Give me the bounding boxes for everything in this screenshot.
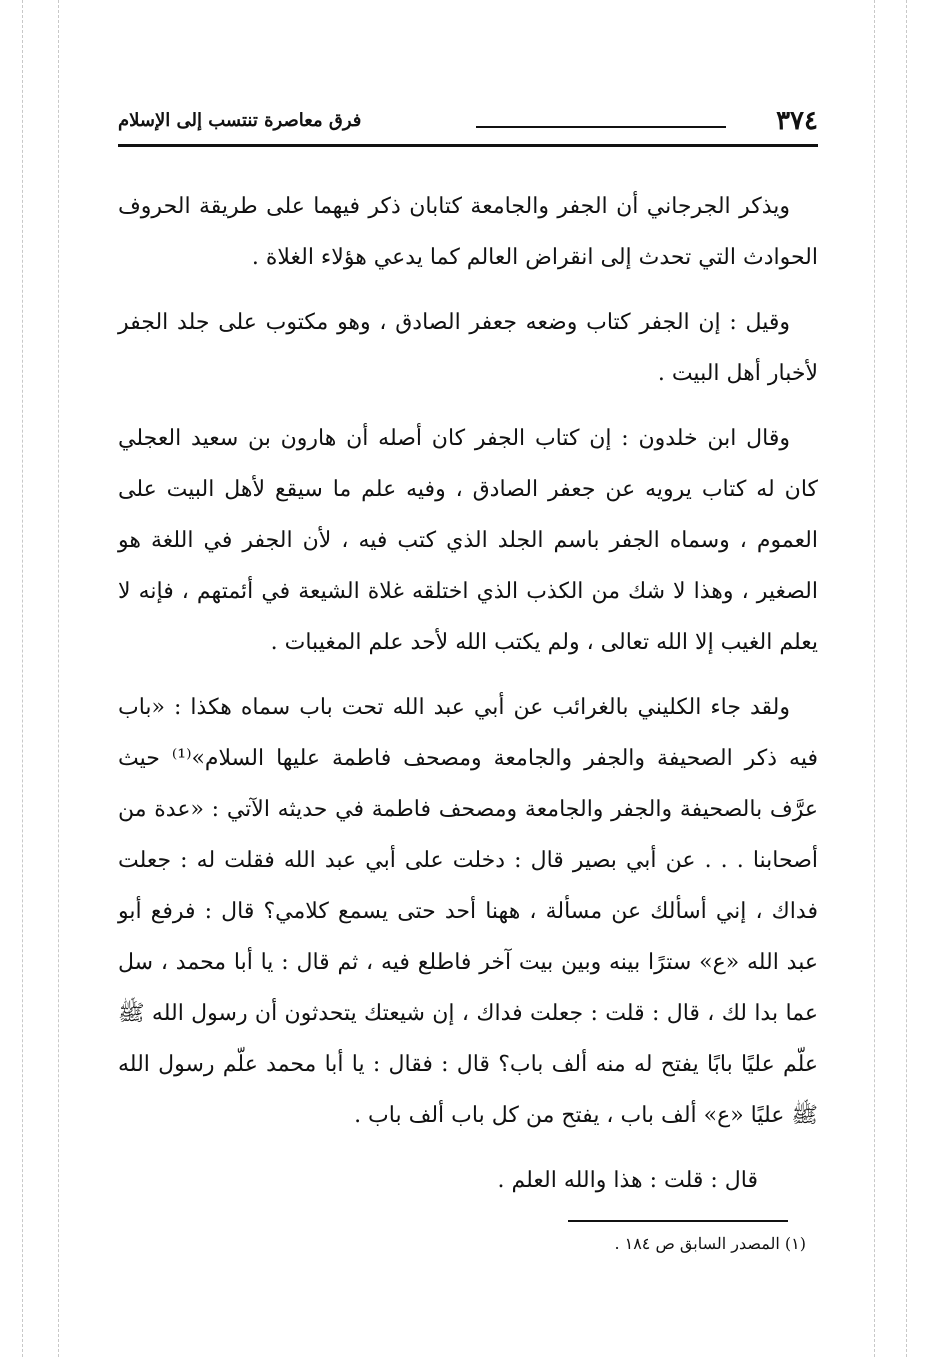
margin-guide-line [22, 0, 23, 1357]
book-page [118, 100, 818, 1256]
header-rule [118, 144, 818, 147]
paragraph: وقيل : إن الجفر كتاب وضعه جعفر الصادق ، وهو مكتوب على جلد الجفر لأخبار أهل البيت . [118, 310, 818, 386]
margin-guide-line [874, 0, 875, 1357]
paragraph: ولقد جاء الكليني بالغرائب عن أبي عبد الله تحت باب سماه هكذا : «باب فيه ذكر الصحيفة والجفر والجامعة ومصحف فاطمة عليها السلام»⁽¹⁾ حيث عرَّف بالصحيفة والجفر والجامعة ومصحف فاطمة في حديثه الآتي : «عدة من أصحابنا . . . عن أبي بصير قال : دخلت على أبي عبد الله فقلت له : جعلت فداك ، إني أسألك عن مسألة ، ههنا أحد حتى يسمع كلامي؟ قال : فرفع أبو عبد الله «ع» سترًا بينه وبين بيت آخر فاطلع فيه ، ثم قال : يا أبا محمد ، سل عما بدا لك ، قال : قلت : جعلت فداك ، إن شيعتك يتحدثون أن رسول الله ﷺ علّم عليًا بابًا يفتح له منه ألف باب؟ قال : فقال : يا أبا محمد علّم رسول الله ﷺ عليًا «ع» ألف باب ، يفتح من كل باب ألف باب . [118, 695, 818, 1128]
margin-guide-line [58, 0, 59, 1357]
paragraph: قال : قلت : هذا والله العلم . [497, 1168, 758, 1193]
margin-guide-line [906, 0, 907, 1357]
footnote: (١) المصدر السابق ص ١٨٤ . [614, 1234, 806, 1253]
book-title: فرق معاصرة تنتسب إلى الإسلام [118, 110, 362, 131]
header-short-rule [476, 126, 726, 128]
page-number: ٣٧٤ [776, 106, 818, 136]
running-head [118, 100, 818, 144]
paragraph: ويذكر الجرجاني أن الجفر والجامعة كتابان ذكر فيهما على طريقة الحروف الحوادث التي تحدث إلى انقراض العالم كما يدعي هؤلاء الغلاة . [118, 194, 818, 270]
paragraph: وقال ابن خلدون : إن كتاب الجفر كان أصله أن هارون بن سعيد العجلي كان له كتاب يرويه عن جعفر الصادق ، وفيه علم ما سيقع لأهل البيت على العموم ، وسماه الجفر باسم الجلد الذي كتب فيه ، لأن الجفر في اللغة هو الصغير ، وهذا لا شك من الكذب الذي اختلقه غلاة الشيعة في أئمتهم ، فإنه لا يعلم الغيب إلا الله تعالى ، ولم يكتب الله لأحد علم المغيبات . [118, 426, 818, 655]
footnote-rule [568, 1220, 788, 1222]
page-body [118, 181, 818, 1206]
